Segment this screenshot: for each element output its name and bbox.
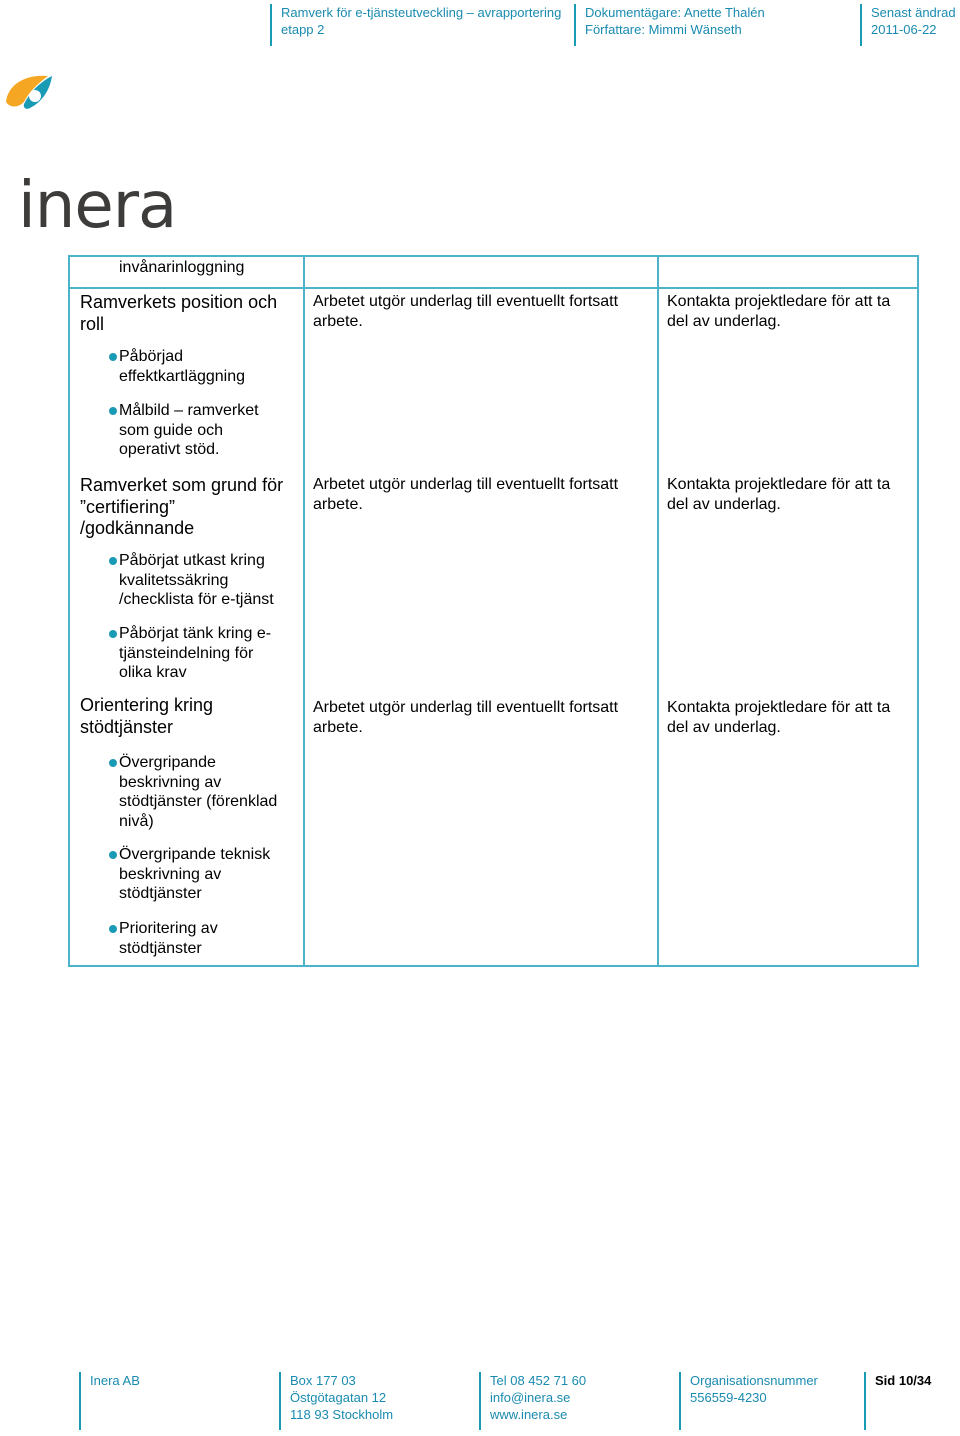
bullet-icon <box>109 925 117 933</box>
status-cell: Arbetet utgör underlag till eventuellt fortsatt arbete. <box>313 699 619 736</box>
document-title-line2: etapp 2 <box>281 22 325 37</box>
list-item: Övergripande teknisk beskrivning av stödtjänster <box>119 846 271 902</box>
inera-logo-mark-icon <box>0 68 70 128</box>
list-item: Övergripande beskrivning av stödtjänster (förenklad nivå) <box>119 754 278 830</box>
footer-org-number: Organisationsnummer 556559-4230 <box>679 1372 818 1430</box>
column-divider <box>303 257 305 965</box>
list-item: Påbörjad effektkartläggning <box>119 348 246 385</box>
inera-logo-wordmark: inera <box>18 169 177 243</box>
header-document-people <box>574 4 855 46</box>
list-item: Prioritering av stödtjänster <box>119 920 218 957</box>
header-document-title <box>270 4 571 46</box>
footer-address: Box 177 03 Östgötagatan 12 118 93 Stockholm <box>279 1372 393 1430</box>
document-owner: Dokumentägare: Anette Thalén <box>585 5 765 20</box>
contact-cell: Kontakta projektledare för att ta del av underlag. <box>667 699 891 736</box>
contact-cell: Kontakta projektledare för att ta del av underlag. <box>667 293 891 330</box>
list-item: Påbörjat tänk kring e- tjänsteindelning för olika krav <box>119 625 272 681</box>
last-changed-date: 2011-06-22 <box>871 22 937 37</box>
column-divider <box>657 257 659 965</box>
row-title: Orientering kring stödtjänster <box>80 695 214 737</box>
contact-cell: Kontakta projektledare för att ta del av underlag. <box>667 476 891 513</box>
bullet-icon <box>109 557 117 565</box>
bullet-icon <box>109 851 117 859</box>
document-title-line1: Ramverk för e-tjänsteutveckling – avrapportering <box>281 5 562 20</box>
bullet-icon <box>109 630 117 638</box>
row-title: Ramverket som grund för ”certifiering” /godkännande <box>80 475 284 538</box>
status-cell: Arbetet utgör underlag till eventuellt fortsatt arbete. <box>313 476 619 513</box>
header-last-changed <box>860 4 960 46</box>
footer-email-link[interactable]: info@inera.se <box>490 1390 571 1405</box>
bullet-icon <box>109 759 117 767</box>
row-title: Ramverkets position och roll <box>80 292 278 334</box>
inera-logo <box>0 68 180 243</box>
table-fragment-text: invånarinloggning <box>119 259 245 276</box>
list-item: Påbörjat utkast kring kvalitetssäkring /checklista för e-tjänst <box>119 552 274 608</box>
document-author: Författare: Mimmi Wänseth <box>585 22 742 37</box>
footer-contact <box>479 1372 586 1430</box>
footer-page-number: Sid 10/34 <box>864 1372 931 1430</box>
bullet-icon <box>109 353 117 361</box>
status-cell: Arbetet utgör underlag till eventuellt fortsatt arbete. <box>313 293 619 330</box>
footer-web-link[interactable]: www.inera.se <box>490 1407 568 1422</box>
row-divider <box>70 287 919 289</box>
footer-company: Inera AB <box>79 1372 140 1430</box>
list-item: Målbild – ramverket som guide och operativt stöd. <box>119 402 259 458</box>
bullet-icon <box>109 407 117 415</box>
last-changed-label: Senast ändrad <box>871 5 956 20</box>
footer-phone: Tel 08 452 71 60 <box>490 1373 587 1388</box>
